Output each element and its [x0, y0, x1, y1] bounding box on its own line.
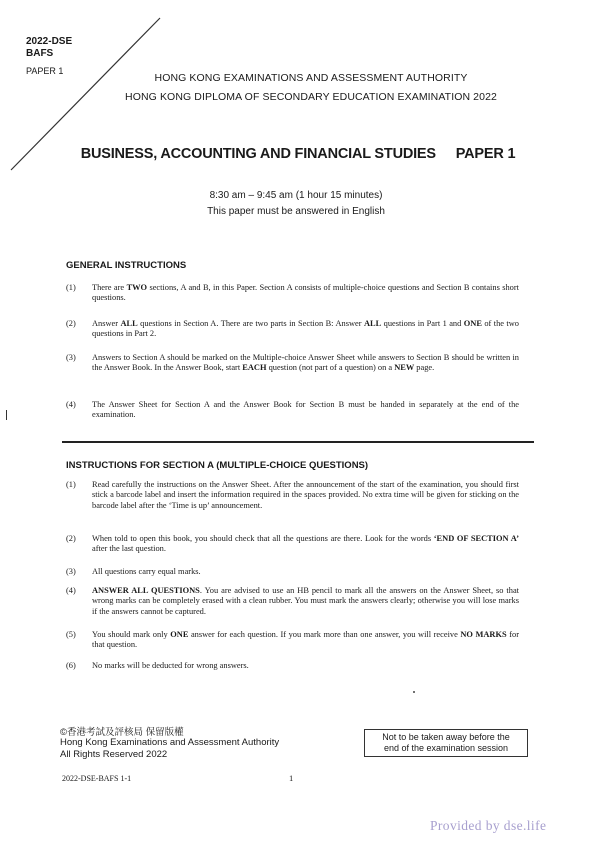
authority-name: HONG KONG EXAMINATIONS AND ASSESSMENT AUTHORITY — [154, 72, 468, 84]
item-number: (4) — [66, 400, 76, 409]
copyright-rights: All Rights Reserved 2022 — [60, 749, 168, 760]
emphasis-text: EACH — [242, 363, 267, 373]
emphasis-text: ONE — [170, 630, 189, 639]
section-a-heading: INSTRUCTIONS FOR SECTION A (MULTIPLE-CHOICE QUESTIONS) — [66, 460, 369, 471]
section-a-instruction-item — [66, 661, 519, 671]
item-text — [92, 400, 519, 421]
item-text-run: sections, A and B, in this Paper. Section A consists of multiple-choice questions and Section B contains short questions. — [92, 283, 519, 303]
item-number: (4) — [66, 586, 76, 595]
subject-title: BUSINESS, ACCOUNTING AND FINANCIAL STUDIES — [80, 146, 436, 162]
item-text-run: after the last question. — [92, 544, 166, 554]
item-text — [92, 353, 519, 374]
general-instruction-item — [66, 353, 519, 374]
item-text-run: questions in Part 1 and — [381, 319, 464, 328]
item-text-run: . You are advised to use an HB pencil to mark all the answers on the Answer Sheet, so that wrong marks can be completely erased with a clean rubber. You must mark the answers clearly; otherwise you will lose marks if the answers cannot be captured. — [92, 586, 519, 616]
paper-title — [0, 146, 596, 162]
item-text-run: All questions carry equal marks. — [92, 567, 201, 576]
item-text-run: No marks will be deducted for wrong answers. — [92, 661, 249, 670]
paper-number-title: PAPER 1 — [455, 146, 516, 162]
exam-name: HONG KONG DIPLOMA OF SECONDARY EDUCATION EXAMINATION 2022 — [125, 91, 497, 103]
item-text — [92, 630, 519, 651]
item-text — [92, 567, 519, 577]
item-text — [92, 283, 519, 304]
exam-code — [26, 36, 72, 60]
general-instructions-heading: GENERAL INSTRUCTIONS — [66, 260, 187, 271]
general-instruction-item — [66, 319, 519, 340]
section-a-instruction-item — [66, 586, 519, 617]
paper-label: PAPER 1 — [26, 66, 64, 76]
copyright-chinese: ©香港考試及評核局 保留版權 — [60, 727, 184, 738]
item-number: (3) — [66, 353, 76, 362]
section-a-instruction-item — [66, 480, 519, 511]
notice-line-1: Not to be taken away before the — [382, 732, 510, 742]
item-text-run: for that question. — [92, 630, 519, 650]
item-number: (1) — [66, 480, 76, 489]
section-a-instruction-item — [66, 534, 519, 555]
item-number: (2) — [66, 534, 76, 543]
section-a-instruction-item — [66, 567, 519, 577]
exam-code-subject: BAFS — [26, 48, 54, 59]
language-note: This paper must be answered in English — [207, 206, 385, 217]
page-code: 2022-DSE-BAFS 1-1 — [62, 774, 132, 783]
emphasis-text: ALL — [363, 319, 382, 328]
emphasis-text: ANSWER ALL QUESTIONS — [92, 586, 200, 595]
item-text-run: When told to open this book, you should check that all the questions are there. Look for the words — [92, 534, 434, 543]
item-text-run: There are — [92, 283, 127, 292]
item-text-run: answer for each question. If you mark more than one answer, you will receive — [188, 630, 461, 639]
item-text-run: You should mark only — [92, 630, 171, 639]
item-text-run: question (not part of a question) on a — [266, 363, 395, 373]
item-number: (3) — [66, 567, 76, 576]
emphasis-text: NEW — [394, 363, 415, 373]
copyright-organisation: Hong Kong Examinations and Assessment Authority — [60, 737, 280, 748]
item-text-run: Read carefully the instructions on the Answer Sheet. After the announcement of the start of the examination, you should first stick a barcode label and insert the information required in the spaces provided. No extra time will be given for sticking on the barcode label after the ‘Time is up’ announcement. — [92, 480, 519, 510]
item-text-run: questions in Section A. There are two parts in Section B: Answer — [137, 319, 364, 328]
section-divider — [62, 441, 534, 443]
item-number: (1) — [66, 283, 76, 292]
notice-box — [364, 729, 528, 757]
item-text — [92, 534, 519, 555]
item-text-run: The Answer Sheet for Section A and the Answer Book for Section B must be handed in separately at the end of the examination. — [92, 400, 519, 420]
exam-time: 8:30 am – 9:45 am (1 hour 15 minutes) — [209, 190, 383, 201]
notice-line-2: end of the examination session — [383, 743, 509, 753]
stray-dot — [413, 691, 415, 693]
item-text — [92, 319, 519, 340]
item-text — [92, 480, 519, 511]
item-text-run: of the two questions in Part 2. — [92, 319, 519, 339]
item-text — [92, 661, 519, 671]
emphasis-text: ONE — [463, 319, 482, 328]
item-number: (2) — [66, 319, 76, 328]
item-number: (6) — [66, 661, 76, 670]
margin-mark — [6, 410, 7, 420]
page-number: 1 — [289, 773, 294, 783]
item-text-run: Answer — [92, 319, 121, 328]
section-a-instruction-item — [66, 630, 519, 651]
watermark: Provided by dse.life — [430, 818, 547, 833]
emphasis-text: ‘END OF SECTION A’ — [433, 534, 519, 543]
emphasis-text: NO MARKS — [460, 630, 507, 639]
item-number: (5) — [66, 630, 76, 639]
item-text-run: Answers to Section A should be marked on the Multiple-choice Answer Sheet while answers to Section B should be written in the Answer Book. In the Answer Book, start — [92, 353, 519, 373]
item-text — [92, 586, 519, 617]
emphasis-text: TWO — [126, 283, 148, 292]
item-text-run: page. — [414, 363, 435, 373]
general-instruction-item — [66, 283, 519, 304]
exam-code-year: 2022-DSE — [26, 36, 73, 47]
general-instruction-item — [66, 400, 519, 421]
emphasis-text: ALL — [120, 319, 138, 328]
